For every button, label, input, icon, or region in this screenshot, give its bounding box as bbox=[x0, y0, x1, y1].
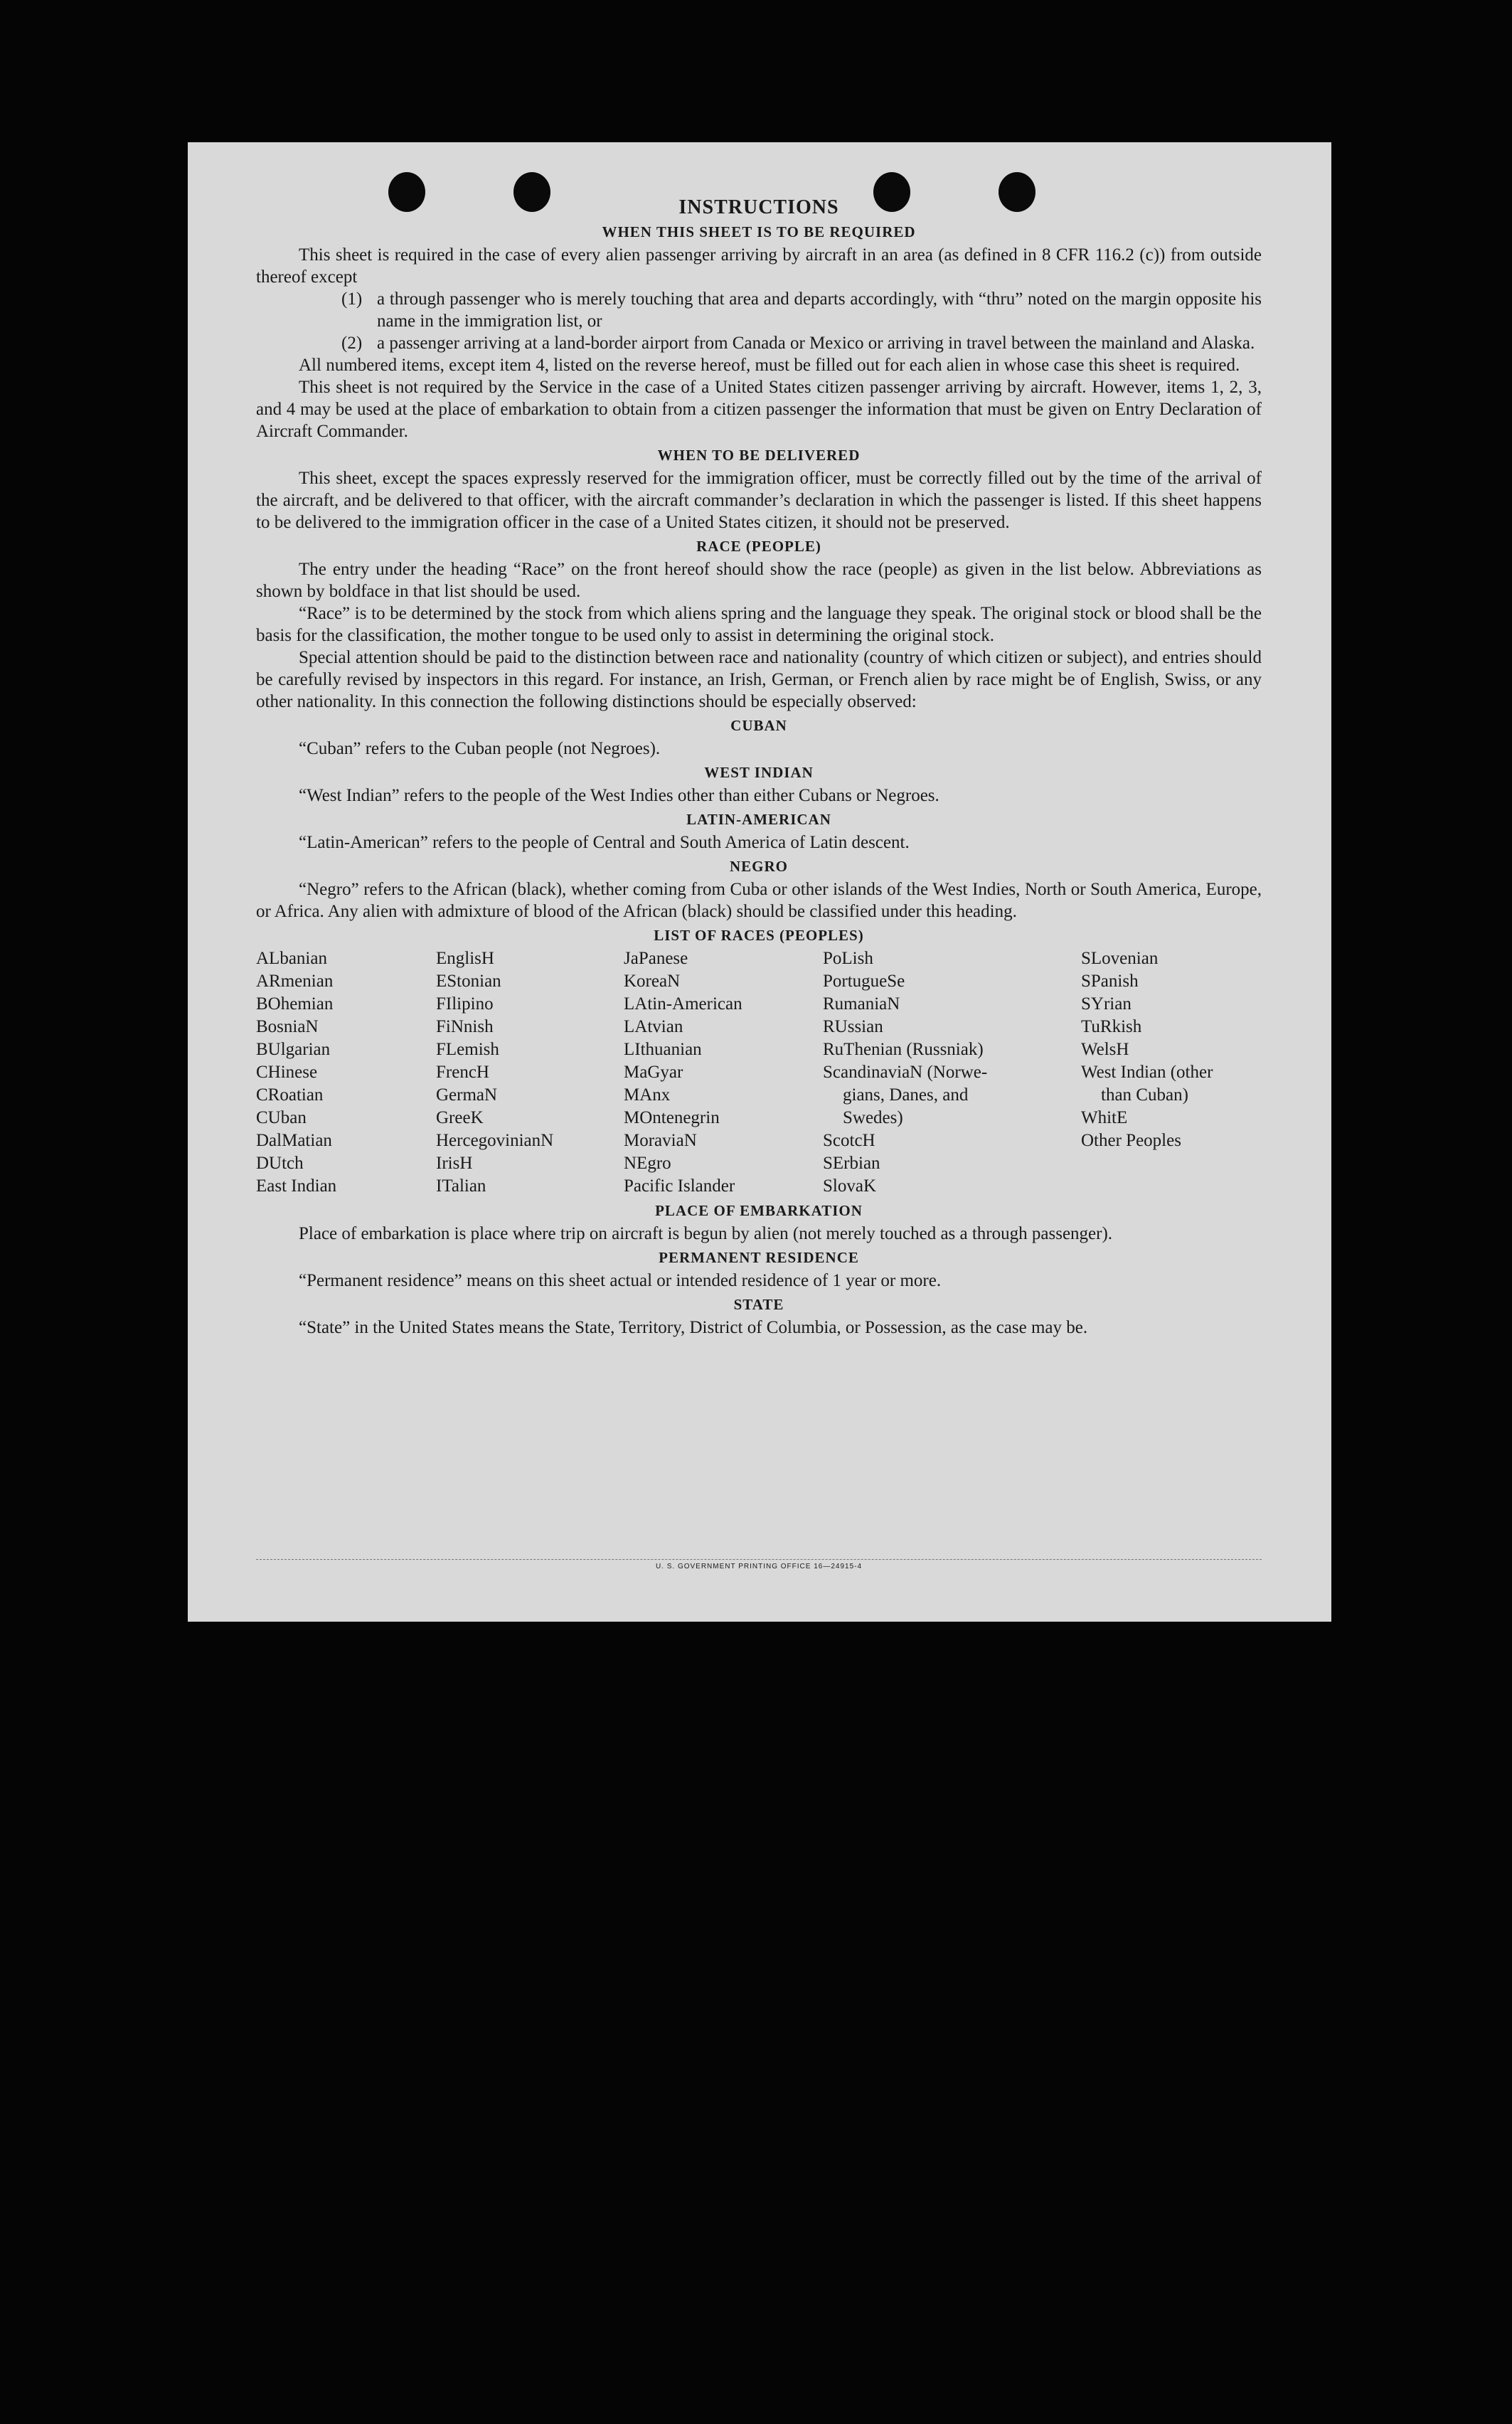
race-entry: Pacific Islander bbox=[624, 1176, 735, 1196]
race-entry: LAtin-American bbox=[624, 994, 742, 1014]
section-heading-race: RACE (PEOPLE) bbox=[696, 538, 821, 555]
section-heading-when-delivered: WHEN TO BE DELIVERED bbox=[657, 447, 861, 464]
race-entry: GreeK bbox=[436, 1108, 484, 1127]
race-entry: EnglisH bbox=[436, 949, 494, 968]
race-entry: MaGyar bbox=[624, 1063, 683, 1082]
race-entry: ARmenian bbox=[256, 972, 334, 991]
race-entry: SErbian bbox=[823, 1154, 880, 1173]
race-entry: LIthuanian bbox=[624, 1040, 702, 1059]
race-entry: EStonian bbox=[436, 972, 501, 991]
race-entry: BOhemian bbox=[256, 994, 334, 1014]
race-entry: MOntenegrin bbox=[624, 1108, 720, 1127]
race-entry: WhitE bbox=[1081, 1108, 1128, 1127]
paragraph: “Negro” refers to the African (black), whether coming from Cuba or other islands of the West Indies, North or South America, Europe, or Africa. Any alien with admixture of blood of the African (black) should be classified under this heading. bbox=[256, 880, 1262, 921]
race-entry: FrencH bbox=[436, 1063, 489, 1082]
race-entry: SPanish bbox=[1081, 972, 1139, 991]
race-entry: MoraviaN bbox=[624, 1131, 697, 1150]
race-entry: RumaniaN bbox=[823, 994, 900, 1014]
section-heading-cuban: CUBAN bbox=[730, 717, 787, 734]
paragraph: Special attention should be paid to the distinction between race and nationality (country of which citizen or subject), and entries should be carefully revised by inspectors in this regard. For instance, an Irish, German, or French alien by race might be of English, Swiss, or any other nationality. In this connection the following distinctions should be especially observed: bbox=[256, 648, 1262, 711]
race-entry: NEgro bbox=[624, 1154, 671, 1173]
race-entry: RuThenian (Russniak) bbox=[823, 1040, 984, 1059]
race-entry: IrisH bbox=[436, 1154, 473, 1173]
race-entry: Swedes) bbox=[843, 1108, 903, 1127]
race-entry: FIlipino bbox=[436, 994, 494, 1014]
section-heading-list-of-races: LIST OF RACES (PEOPLES) bbox=[654, 927, 864, 944]
race-entry: DalMatian bbox=[256, 1131, 332, 1150]
section-heading-west-indian: WEST INDIAN bbox=[704, 764, 814, 781]
page-title: INSTRUCTIONS bbox=[678, 196, 839, 218]
paragraph: This sheet is required in the case of every alien passenger arriving by aircraft in an area (as defined in 8 CFR 116.2 (c)) from outside thereof except bbox=[256, 245, 1262, 287]
race-entry: than Cuban) bbox=[1101, 1085, 1188, 1105]
race-entry: WelsH bbox=[1081, 1040, 1129, 1059]
race-entry: TuRkish bbox=[1081, 1017, 1142, 1036]
section-heading-latin-american: LATIN-AMERICAN bbox=[686, 811, 831, 828]
list-item: (2) a passenger arriving at a land-border airport from Canada or Mexico or arriving in travel between the mainland and Alaska. bbox=[341, 334, 1255, 353]
races-column bbox=[624, 947, 823, 1198]
races-list bbox=[256, 947, 1262, 1198]
section-heading-negro: NEGRO bbox=[729, 858, 788, 875]
race-entry: CUban bbox=[256, 1108, 307, 1127]
race-entry: gians, Danes, and bbox=[843, 1085, 969, 1105]
race-entry: Other Peoples bbox=[1081, 1131, 1181, 1150]
race-entry: ALbanian bbox=[256, 949, 327, 968]
list-item: (1) a through passenger who is merely touching that area and departs accordingly, with “thru” noted on the margin opposite his name in the immigration list, or bbox=[341, 289, 1262, 331]
race-entry: DUtch bbox=[256, 1154, 304, 1173]
race-entry: GermaN bbox=[436, 1085, 498, 1105]
section-heading-when-required: WHEN THIS SHEET IS TO BE REQUIRED bbox=[602, 223, 916, 240]
paragraph: “Cuban” refers to the Cuban people (not Negroes). bbox=[299, 739, 661, 758]
paragraph: This sheet, except the spaces expressly reserved for the immigration officer, must be correctly filled out by the time of the arrival of the aircraft, and be delivered to that officer, with the aircraft commander’s declaration in which the passenger is listed. If this sheet happens to be delivered to the immigration officer in the case of a United States citizen, it should not be preserved. bbox=[256, 469, 1262, 532]
paragraph: The entry under the heading “Race” on the front hereof should show the race (people) as given in the list below. Abbreviations as shown by boldface in that list should be used. bbox=[256, 560, 1262, 601]
paragraph: This sheet is not required by the Service in the case of a United States citizen passenger arriving by aircraft. However, items 1, 2, 3, and 4 may be used at the place of embarkation to obtain from a citizen passenger the information that must be given on Entry Declaration of Aircraft Commander. bbox=[256, 378, 1262, 441]
race-entry: JaPanese bbox=[624, 949, 688, 968]
punch-hole bbox=[873, 172, 910, 212]
section-heading-state: STATE bbox=[733, 1296, 784, 1313]
punch-hole bbox=[388, 172, 425, 212]
race-entry: CHinese bbox=[256, 1063, 318, 1082]
paragraph: “Race” is to be determined by the stock from which aliens spring and the language they speak. The original stock or blood shall be the basis for the classification, the mother tongue to be used only to assist in determining the original stock. bbox=[256, 604, 1262, 645]
race-entry: East Indian bbox=[256, 1176, 337, 1196]
race-entry: PortugueSe bbox=[823, 972, 905, 991]
paragraph: All numbered items, except item 4, listed on the reverse hereof, must be filled out for each alien in whose case this sheet is required. bbox=[299, 356, 1240, 375]
race-entry: BUlgarian bbox=[256, 1040, 331, 1059]
races-column bbox=[256, 947, 436, 1198]
race-entry: SYrian bbox=[1081, 994, 1132, 1014]
punch-hole bbox=[999, 172, 1035, 212]
paragraph: “Latin-American” refers to the people of Central and South America of Latin descent. bbox=[299, 833, 910, 852]
race-entry: ITalian bbox=[436, 1176, 486, 1196]
printer-imprint: U. S. GOVERNMENT PRINTING OFFICE 16—24915-4 bbox=[256, 1559, 1262, 1570]
paragraph: “State” in the United States means the State, Territory, District of Columbia, or Possession, as the case may be. bbox=[299, 1318, 1088, 1337]
race-entry: West Indian (other bbox=[1081, 1063, 1213, 1082]
section-heading-residence: PERMANENT RESIDENCE bbox=[659, 1249, 859, 1266]
document-sheet bbox=[188, 142, 1331, 1622]
races-column bbox=[1081, 947, 1259, 1198]
race-entry: KoreaN bbox=[624, 972, 681, 991]
punch-hole bbox=[513, 172, 550, 212]
races-column bbox=[436, 947, 624, 1198]
race-entry: LAtvian bbox=[624, 1017, 683, 1036]
race-entry: SlovaK bbox=[823, 1176, 876, 1196]
race-entry: ScandinaviaN (Norwe- bbox=[823, 1063, 988, 1082]
paragraph: “Permanent residence” means on this sheet actual or intended residence of 1 year or more. bbox=[299, 1271, 942, 1290]
race-entry: PoLish bbox=[823, 949, 873, 968]
race-entry: FiNnish bbox=[436, 1017, 494, 1036]
race-entry: FLemish bbox=[436, 1040, 499, 1059]
race-entry: ScotcH bbox=[823, 1131, 875, 1150]
paragraph: “West Indian” refers to the people of the West Indies other than either Cubans or Negroes. bbox=[299, 786, 939, 805]
paragraph: Place of embarkation is place where trip on aircraft is begun by alien (not merely touched as a through passenger). bbox=[299, 1224, 1113, 1243]
race-entry: HercegovinianN bbox=[436, 1131, 554, 1150]
section-heading-embarkation: PLACE OF EMBARKATION bbox=[655, 1202, 863, 1219]
race-entry: RUssian bbox=[823, 1017, 883, 1036]
race-entry: MAnx bbox=[624, 1085, 671, 1105]
race-entry: SLovenian bbox=[1081, 949, 1159, 968]
race-entry: BosniaN bbox=[256, 1017, 319, 1036]
race-entry: CRoatian bbox=[256, 1085, 324, 1105]
races-column bbox=[823, 947, 1081, 1198]
